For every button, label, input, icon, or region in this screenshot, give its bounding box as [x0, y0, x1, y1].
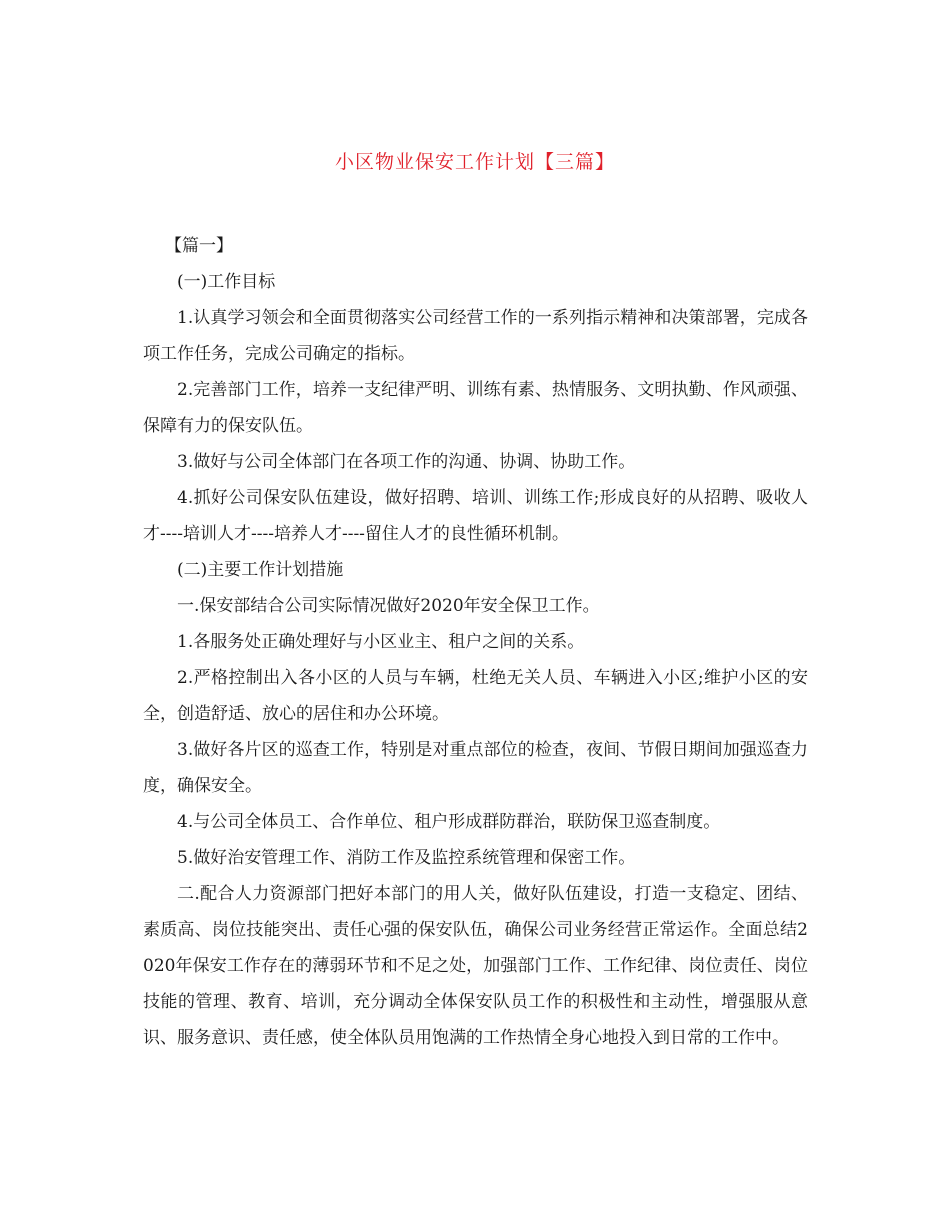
paragraph: 二.配合人力资源部门把好本部门的用人关，做好队伍建设，打造一支稳定、团结、素质高、岗位技能突出、责任心强的保安队伍，确保公司业务经营正常运作。全面总结2020年保安工作存在的薄弱环节和不足之处，加强部门工作、工作纪律、岗位责任、岗位技能的管理、教育、培训，充分调动全体保安队员工作的积极性和主动性，增强服从意识、服务意识、责任感，使全体队员用饱满的工作热情全身心地投入到日常的工作中。	[143, 884, 808, 1048]
document-title: 小区物业保安工作计划【三篇】	[334, 151, 615, 173]
paragraph: 2.完善部门工作，培养一支纪律严明、训练有素、热情服务、文明执勤、作风顽强、保障有力的保安队伍。	[143, 380, 808, 436]
subheading-measures: (二)主要工作计划措施	[177, 560, 344, 580]
subheading-goals: (一)工作目标	[177, 272, 276, 292]
paragraph: 2.严格控制出入各小区的人员与车辆，杜绝无关人员、车辆进入小区;维护小区的安全，创造舒适、放心的居住和办公环境。	[143, 668, 808, 724]
document-body	[143, 228, 808, 1056]
paragraph: 1.各服务处正确处理好与小区业主、租户之间的关系。	[177, 632, 585, 652]
paragraph: 4.与公司全体员工、合作单位、租户形成群防群治，联防保卫巡查制度。	[177, 812, 721, 832]
section-heading: 【篇一】	[165, 236, 233, 256]
paragraph: 3.做好与公司全体部门在各项工作的沟通、协调、协助工作。	[177, 452, 636, 472]
paragraph: 一.保安部结合公司实际情况做好2020年安全保卫工作。	[177, 596, 600, 616]
paragraph: 1.认真学习领会和全面贯彻落实公司经营工作的一系列指示精神和决策部署，完成各项工作任务，完成公司确定的指标。	[143, 308, 808, 364]
paragraph: 3.做好各片区的巡查工作，特别是对重点部位的检查，夜间、节假日期间加强巡查力度，确保安全。	[143, 740, 808, 796]
paragraph: 5.做好治安管理工作、消防工作及监控系统管理和保密工作。	[177, 848, 636, 868]
paragraph: 4.抓好公司保安队伍建设，做好招聘、培训、训练工作;形成良好的从招聘、吸收人才----培训人才----培养人才----留住人才的良性循环机制。	[143, 488, 808, 544]
